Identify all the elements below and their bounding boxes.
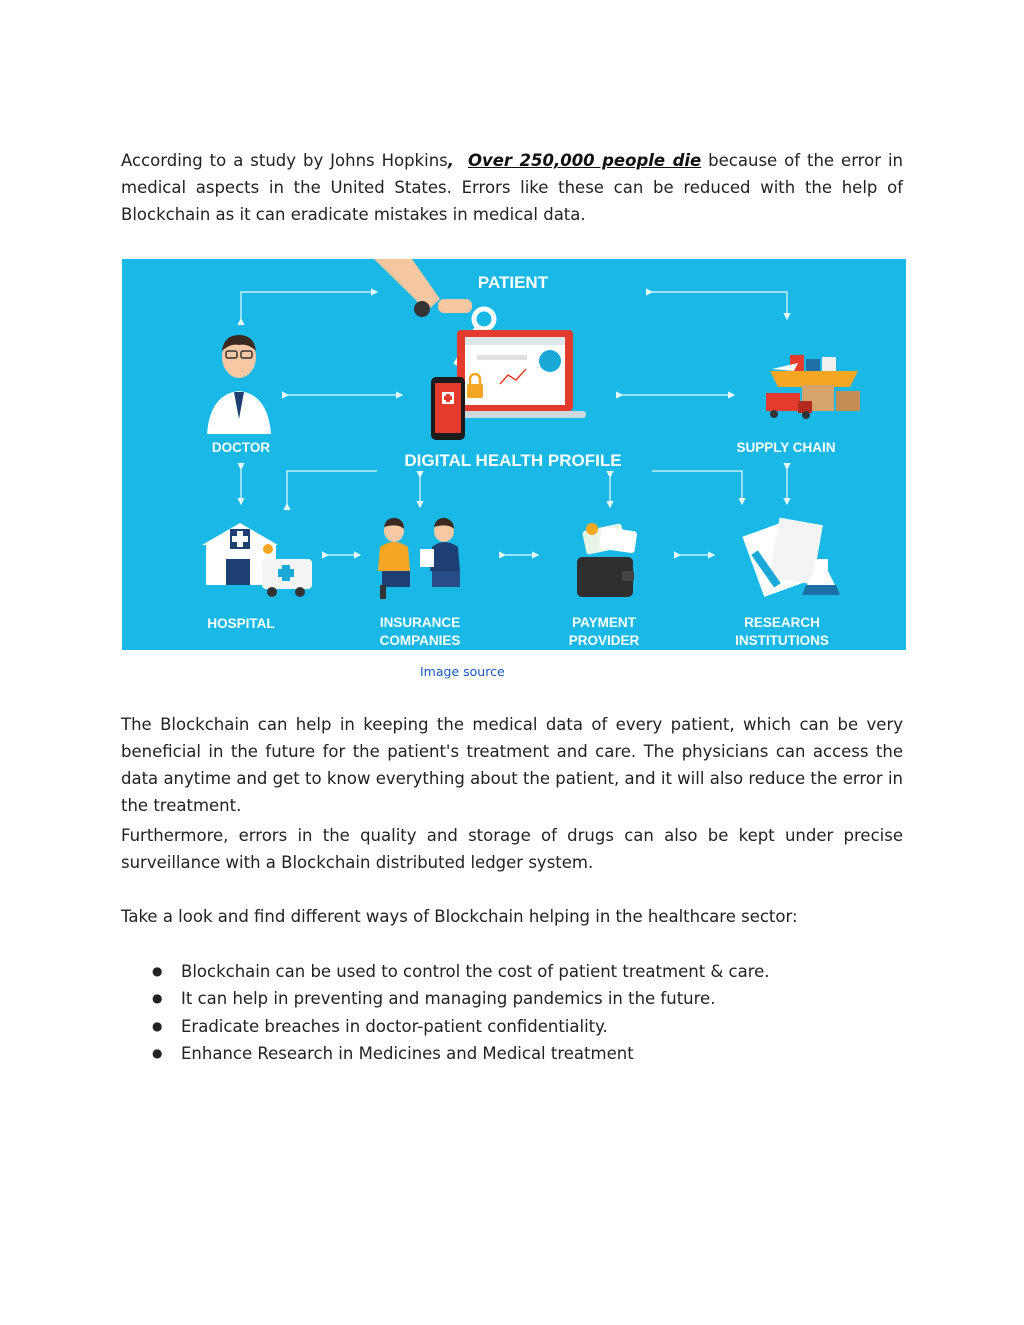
intro-paragraph (121, 147, 903, 228)
healthcare-benefits-list (121, 958, 903, 1067)
image-source-link[interactable]: Image source (420, 664, 505, 679)
list-item-text: It can help in preventing and managing pandemics in the future. (181, 989, 716, 1009)
list-item (121, 985, 903, 1012)
intro-text-start: According to a study by Johns Hopkins (121, 151, 448, 170)
label-research-line2: INSTITUTIONS (735, 633, 829, 648)
bullet-icon: ● (152, 991, 163, 1006)
list-item-text: Enhance Research in Medicines and Medical treatment (181, 1043, 634, 1063)
list-item (121, 1013, 903, 1040)
bullet-icon: ● (152, 964, 163, 978)
bullet-icon: ● (152, 1045, 163, 1060)
intro-text-end: because of the error in medical aspects in the United States. Errors like these can be reduced with the help of Blockchain as it can eradicate mistakes in medical data. (121, 151, 903, 224)
label-payment-line1: PAYMENT (572, 615, 636, 630)
list-item-text: Eradicate breaches in doctor-patient confidentiality. (181, 1016, 608, 1036)
label-doctor: DOCTOR (211, 440, 271, 455)
paragraph-list-intro: Take a look and find different ways of Blockchain helping in the healthcare sector: (121, 907, 798, 926)
label-supply-chain: SUPPLY CHAIN (736, 440, 836, 455)
intro-comma: , (447, 151, 455, 170)
bullet-icon: ● (152, 1018, 163, 1033)
list-item (121, 1040, 903, 1067)
label-research-line1: RESEARCH (744, 615, 820, 630)
label-digital-health-profile: DIGITAL HEALTH PROFILE (404, 451, 622, 470)
phone-icon (431, 377, 465, 440)
label-insurance-line1: INSURANCE (379, 615, 461, 630)
label-patient: PATIENT (477, 273, 549, 292)
laptop-icon (444, 330, 586, 418)
paragraph-drug-surveillance: Furthermore, errors in the quality and storage of drugs can also be kept under precise surveillance with a Blockchain distributed ledger system. (121, 826, 903, 872)
wallet-icon (577, 523, 637, 597)
list-item-text: Blockchain can be used to control the cost of patient treatment & care. (181, 962, 770, 981)
label-insurance-line2: COMPANIES (379, 633, 461, 648)
digital-health-profile-diagram (122, 259, 906, 650)
label-hospital: HOSPITAL (207, 616, 275, 631)
list-item (121, 958, 903, 985)
statistic-link[interactable]: Over 250,000 people die (467, 151, 702, 170)
label-payment-line2: PROVIDER (568, 633, 640, 648)
paragraph-patient-data: The Blockchain can help in keeping the medical data of every patient, which can be very beneficial in the future for the patient's treatment and care. The physicians can access the data anytime and get to know everything about the patient, and it will also reduce the error in the treatment. (121, 715, 903, 815)
